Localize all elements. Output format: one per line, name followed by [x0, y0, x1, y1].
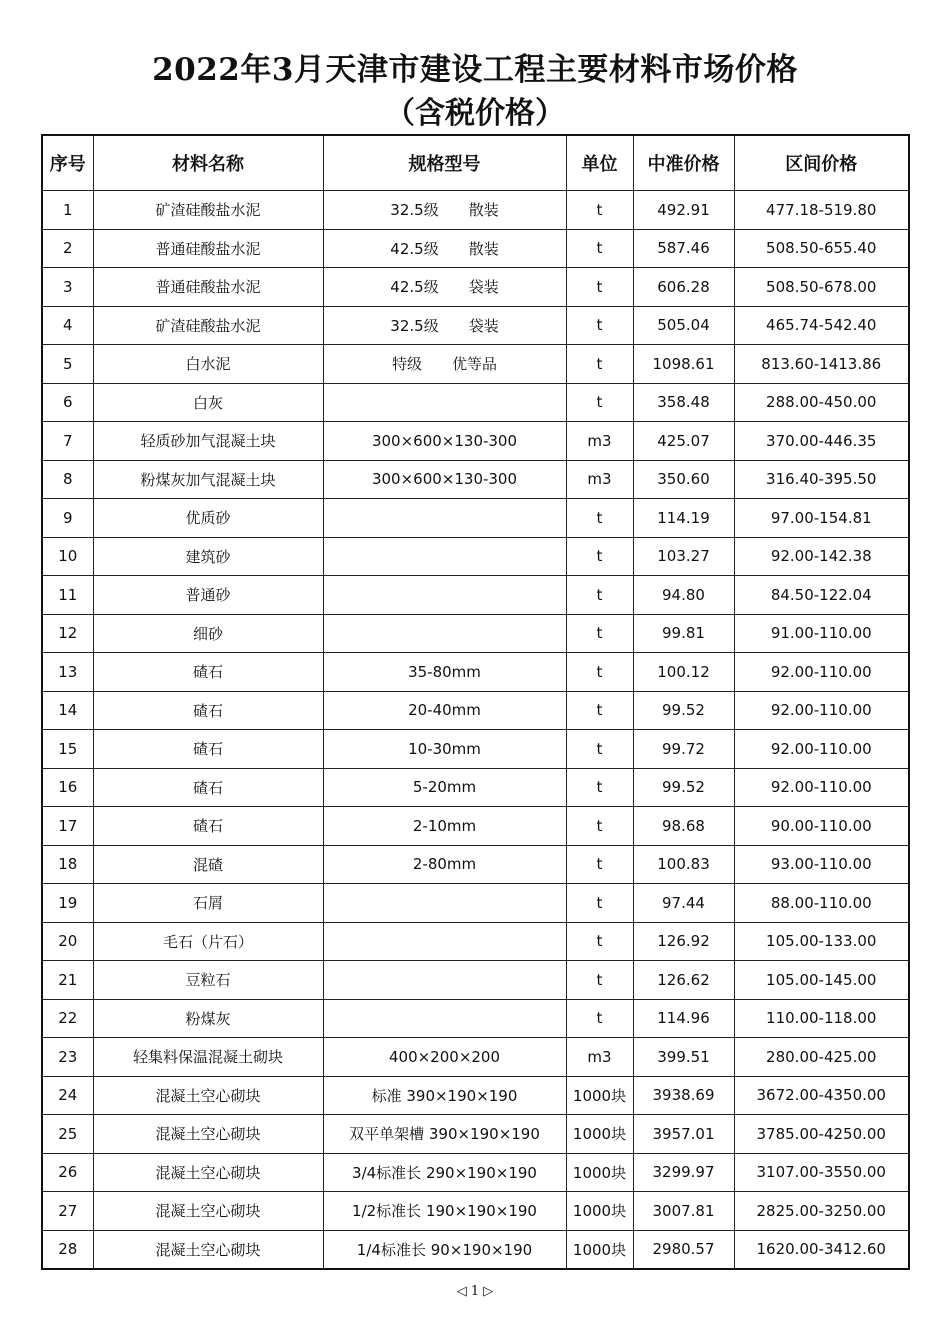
cell-index: 26 — [42, 1153, 93, 1192]
cell-price-range: 370.00-446.35 — [734, 422, 909, 461]
cell-median-price: 358.48 — [633, 383, 734, 422]
cell-median-price: 99.81 — [633, 614, 734, 653]
cell-price-range: 84.50-122.04 — [734, 576, 909, 615]
table-row — [42, 768, 909, 807]
cell-material-name: 碴石 — [93, 807, 323, 846]
cell-spec — [323, 383, 566, 422]
header-material-name: 材料名称 — [93, 135, 323, 191]
cell-material-name: 细砂 — [93, 614, 323, 653]
cell-price-range: 1620.00-3412.60 — [734, 1230, 909, 1269]
cell-median-price: 103.27 — [633, 537, 734, 576]
cell-price-range: 92.00-110.00 — [734, 768, 909, 807]
cell-material-name: 普通硅酸盐水泥 — [93, 268, 323, 307]
cell-spec — [323, 999, 566, 1038]
table-row — [42, 961, 909, 1000]
cell-median-price: 399.51 — [633, 1038, 734, 1077]
cell-material-name: 轻质砂加气混凝土块 — [93, 422, 323, 461]
cell-price-range: 92.00-110.00 — [734, 730, 909, 769]
cell-spec: 32.5级 散装 — [323, 191, 566, 230]
cell-unit: t — [566, 229, 633, 268]
table-row — [42, 653, 909, 692]
table-row — [42, 614, 909, 653]
cell-material-name: 普通砂 — [93, 576, 323, 615]
cell-material-name: 碴石 — [93, 730, 323, 769]
cell-index: 1 — [42, 191, 93, 230]
cell-spec: 双平单架槽 390×190×190 — [323, 1115, 566, 1154]
cell-index: 24 — [42, 1076, 93, 1115]
cell-spec — [323, 576, 566, 615]
cell-unit: t — [566, 499, 633, 538]
cell-price-range: 93.00-110.00 — [734, 845, 909, 884]
cell-index: 9 — [42, 499, 93, 538]
cell-median-price: 3957.01 — [633, 1115, 734, 1154]
cell-material-name: 混凝土空心砌块 — [93, 1230, 323, 1269]
cell-index: 15 — [42, 730, 93, 769]
table-row — [42, 807, 909, 846]
cell-price-range: 105.00-133.00 — [734, 922, 909, 961]
cell-unit: t — [566, 999, 633, 1038]
cell-index: 12 — [42, 614, 93, 653]
cell-spec: 2-10mm — [323, 807, 566, 846]
cell-index: 10 — [42, 537, 93, 576]
cell-median-price: 126.92 — [633, 922, 734, 961]
cell-unit: t — [566, 653, 633, 692]
cell-price-range: 3672.00-4350.00 — [734, 1076, 909, 1115]
table-row — [42, 1192, 909, 1231]
cell-material-name: 毛石（片石） — [93, 922, 323, 961]
cell-unit: t — [566, 383, 633, 422]
cell-index: 2 — [42, 229, 93, 268]
cell-unit: 1000块 — [566, 1115, 633, 1154]
header-spec: 规格型号 — [323, 135, 566, 191]
cell-median-price: 1098.61 — [633, 345, 734, 384]
cell-spec — [323, 537, 566, 576]
cell-material-name: 粉煤灰 — [93, 999, 323, 1038]
cell-price-range: 3785.00-4250.00 — [734, 1115, 909, 1154]
cell-unit: t — [566, 768, 633, 807]
table-row — [42, 422, 909, 461]
cell-unit: t — [566, 807, 633, 846]
table-row — [42, 1230, 909, 1269]
cell-price-range: 508.50-678.00 — [734, 268, 909, 307]
cell-median-price: 99.52 — [633, 691, 734, 730]
cell-spec — [323, 614, 566, 653]
cell-index: 6 — [42, 383, 93, 422]
cell-median-price: 98.68 — [633, 807, 734, 846]
header-median-price: 中准价格 — [633, 135, 734, 191]
table-row — [42, 999, 909, 1038]
cell-index: 20 — [42, 922, 93, 961]
table-row — [42, 383, 909, 422]
cell-material-name: 石屑 — [93, 884, 323, 923]
cell-material-name: 白灰 — [93, 383, 323, 422]
cell-index: 28 — [42, 1230, 93, 1269]
cell-median-price: 3007.81 — [633, 1192, 734, 1231]
cell-spec: 3/4标准长 290×190×190 — [323, 1153, 566, 1192]
cell-spec: 32.5级 袋装 — [323, 306, 566, 345]
cell-median-price: 587.46 — [633, 229, 734, 268]
table-row — [42, 537, 909, 576]
cell-unit: m3 — [566, 1038, 633, 1077]
cell-spec: 10-30mm — [323, 730, 566, 769]
cell-spec: 标准 390×190×190 — [323, 1076, 566, 1115]
cell-median-price: 114.19 — [633, 499, 734, 538]
table-row — [42, 1153, 909, 1192]
cell-spec: 20-40mm — [323, 691, 566, 730]
header-price-range: 区间价格 — [734, 135, 909, 191]
cell-spec: 5-20mm — [323, 768, 566, 807]
table-row — [42, 499, 909, 538]
page-number: ◁ 1 ▷ — [456, 1284, 494, 1299]
cell-spec: 1/2标准长 190×190×190 — [323, 1192, 566, 1231]
cell-index: 14 — [42, 691, 93, 730]
cell-unit: t — [566, 845, 633, 884]
cell-index: 22 — [42, 999, 93, 1038]
cell-price-range: 316.40-395.50 — [734, 460, 909, 499]
table-row — [42, 460, 909, 499]
cell-unit: t — [566, 345, 633, 384]
cell-median-price: 97.44 — [633, 884, 734, 923]
cell-index: 16 — [42, 768, 93, 807]
cell-unit: 1000块 — [566, 1230, 633, 1269]
cell-index: 5 — [42, 345, 93, 384]
cell-price-range: 92.00-110.00 — [734, 653, 909, 692]
cell-price-range: 3107.00-3550.00 — [734, 1153, 909, 1192]
cell-median-price: 3938.69 — [633, 1076, 734, 1115]
cell-unit: m3 — [566, 422, 633, 461]
cell-median-price: 2980.57 — [633, 1230, 734, 1269]
cell-spec: 2-80mm — [323, 845, 566, 884]
cell-material-name: 优质砂 — [93, 499, 323, 538]
table-row — [42, 922, 909, 961]
cell-index: 23 — [42, 1038, 93, 1077]
cell-index: 27 — [42, 1192, 93, 1231]
cell-median-price: 94.80 — [633, 576, 734, 615]
table-row — [42, 268, 909, 307]
cell-price-range: 91.00-110.00 — [734, 614, 909, 653]
cell-price-range: 288.00-450.00 — [734, 383, 909, 422]
cell-price-range: 2825.00-3250.00 — [734, 1192, 909, 1231]
cell-price-range: 92.00-142.38 — [734, 537, 909, 576]
cell-price-range: 88.00-110.00 — [734, 884, 909, 923]
cell-material-name: 混凝土空心砌块 — [93, 1192, 323, 1231]
cell-unit: t — [566, 306, 633, 345]
cell-median-price: 99.72 — [633, 730, 734, 769]
table-body — [42, 191, 909, 1270]
cell-unit: 1000块 — [566, 1153, 633, 1192]
table-row — [42, 845, 909, 884]
cell-unit: 1000块 — [566, 1192, 633, 1231]
price-table — [41, 134, 910, 1270]
cell-material-name: 混碴 — [93, 845, 323, 884]
cell-spec — [323, 922, 566, 961]
table-row — [42, 1115, 909, 1154]
table-header-row — [42, 135, 909, 191]
cell-spec: 400×200×200 — [323, 1038, 566, 1077]
header-unit: 单位 — [566, 135, 633, 191]
cell-index: 18 — [42, 845, 93, 884]
cell-median-price: 100.83 — [633, 845, 734, 884]
table-row — [42, 1076, 909, 1115]
cell-price-range: 110.00-118.00 — [734, 999, 909, 1038]
cell-unit: 1000块 — [566, 1076, 633, 1115]
cell-unit: t — [566, 537, 633, 576]
header-index: 序号 — [42, 135, 93, 191]
cell-median-price: 114.96 — [633, 999, 734, 1038]
cell-median-price: 100.12 — [633, 653, 734, 692]
cell-index: 8 — [42, 460, 93, 499]
cell-unit: t — [566, 730, 633, 769]
cell-material-name: 粉煤灰加气混凝土块 — [93, 460, 323, 499]
cell-material-name: 普通硅酸盐水泥 — [93, 229, 323, 268]
cell-material-name: 碴石 — [93, 653, 323, 692]
cell-unit: m3 — [566, 460, 633, 499]
cell-median-price: 505.04 — [633, 306, 734, 345]
cell-price-range: 105.00-145.00 — [734, 961, 909, 1000]
cell-index: 21 — [42, 961, 93, 1000]
cell-index: 25 — [42, 1115, 93, 1154]
cell-index: 4 — [42, 306, 93, 345]
cell-unit: t — [566, 961, 633, 1000]
table-row — [42, 306, 909, 345]
cell-material-name: 矿渣硅酸盐水泥 — [93, 191, 323, 230]
table-row — [42, 884, 909, 923]
cell-material-name: 豆粒石 — [93, 961, 323, 1000]
table-row — [42, 191, 909, 230]
cell-material-name: 混凝土空心砌块 — [93, 1115, 323, 1154]
cell-price-range: 90.00-110.00 — [734, 807, 909, 846]
cell-price-range: 92.00-110.00 — [734, 691, 909, 730]
table-row — [42, 1038, 909, 1077]
cell-median-price: 99.52 — [633, 768, 734, 807]
table-row — [42, 576, 909, 615]
page-subtitle: （含税价格） — [385, 96, 565, 131]
cell-spec — [323, 499, 566, 538]
table-row — [42, 730, 909, 769]
cell-unit: t — [566, 691, 633, 730]
cell-material-name: 白水泥 — [93, 345, 323, 384]
cell-median-price: 126.62 — [633, 961, 734, 1000]
cell-median-price: 3299.97 — [633, 1153, 734, 1192]
cell-price-range: 813.60-1413.86 — [734, 345, 909, 384]
cell-index: 19 — [42, 884, 93, 923]
cell-unit: t — [566, 191, 633, 230]
cell-spec: 42.5级 袋装 — [323, 268, 566, 307]
cell-unit: t — [566, 576, 633, 615]
cell-median-price: 425.07 — [633, 422, 734, 461]
cell-price-range: 508.50-655.40 — [734, 229, 909, 268]
table-row — [42, 345, 909, 384]
cell-unit: t — [566, 884, 633, 923]
page-title: 2022年3月天津市建设工程主要材料市场价格 — [152, 52, 798, 88]
cell-unit: t — [566, 268, 633, 307]
cell-spec — [323, 884, 566, 923]
cell-material-name: 碴石 — [93, 768, 323, 807]
cell-spec: 42.5级 散装 — [323, 229, 566, 268]
cell-median-price: 350.60 — [633, 460, 734, 499]
cell-material-name: 混凝土空心砌块 — [93, 1153, 323, 1192]
cell-index: 11 — [42, 576, 93, 615]
cell-material-name: 碴石 — [93, 691, 323, 730]
cell-index: 3 — [42, 268, 93, 307]
cell-price-range: 465.74-542.40 — [734, 306, 909, 345]
cell-median-price: 606.28 — [633, 268, 734, 307]
cell-unit: t — [566, 922, 633, 961]
cell-material-name: 轻集料保温混凝土砌块 — [93, 1038, 323, 1077]
cell-spec — [323, 961, 566, 1000]
cell-index: 7 — [42, 422, 93, 461]
cell-spec: 300×600×130-300 — [323, 422, 566, 461]
cell-spec: 300×600×130-300 — [323, 460, 566, 499]
cell-price-range: 97.00-154.81 — [734, 499, 909, 538]
cell-spec: 特级 优等品 — [323, 345, 566, 384]
cell-median-price: 492.91 — [633, 191, 734, 230]
cell-price-range: 477.18-519.80 — [734, 191, 909, 230]
cell-price-range: 280.00-425.00 — [734, 1038, 909, 1077]
cell-material-name: 矿渣硅酸盐水泥 — [93, 306, 323, 345]
cell-index: 13 — [42, 653, 93, 692]
cell-index: 17 — [42, 807, 93, 846]
cell-unit: t — [566, 614, 633, 653]
cell-material-name: 建筑砂 — [93, 537, 323, 576]
cell-spec: 35-80mm — [323, 653, 566, 692]
cell-spec: 1/4标准长 90×190×190 — [323, 1230, 566, 1269]
table-row — [42, 229, 909, 268]
cell-material-name: 混凝土空心砌块 — [93, 1076, 323, 1115]
table-row — [42, 691, 909, 730]
